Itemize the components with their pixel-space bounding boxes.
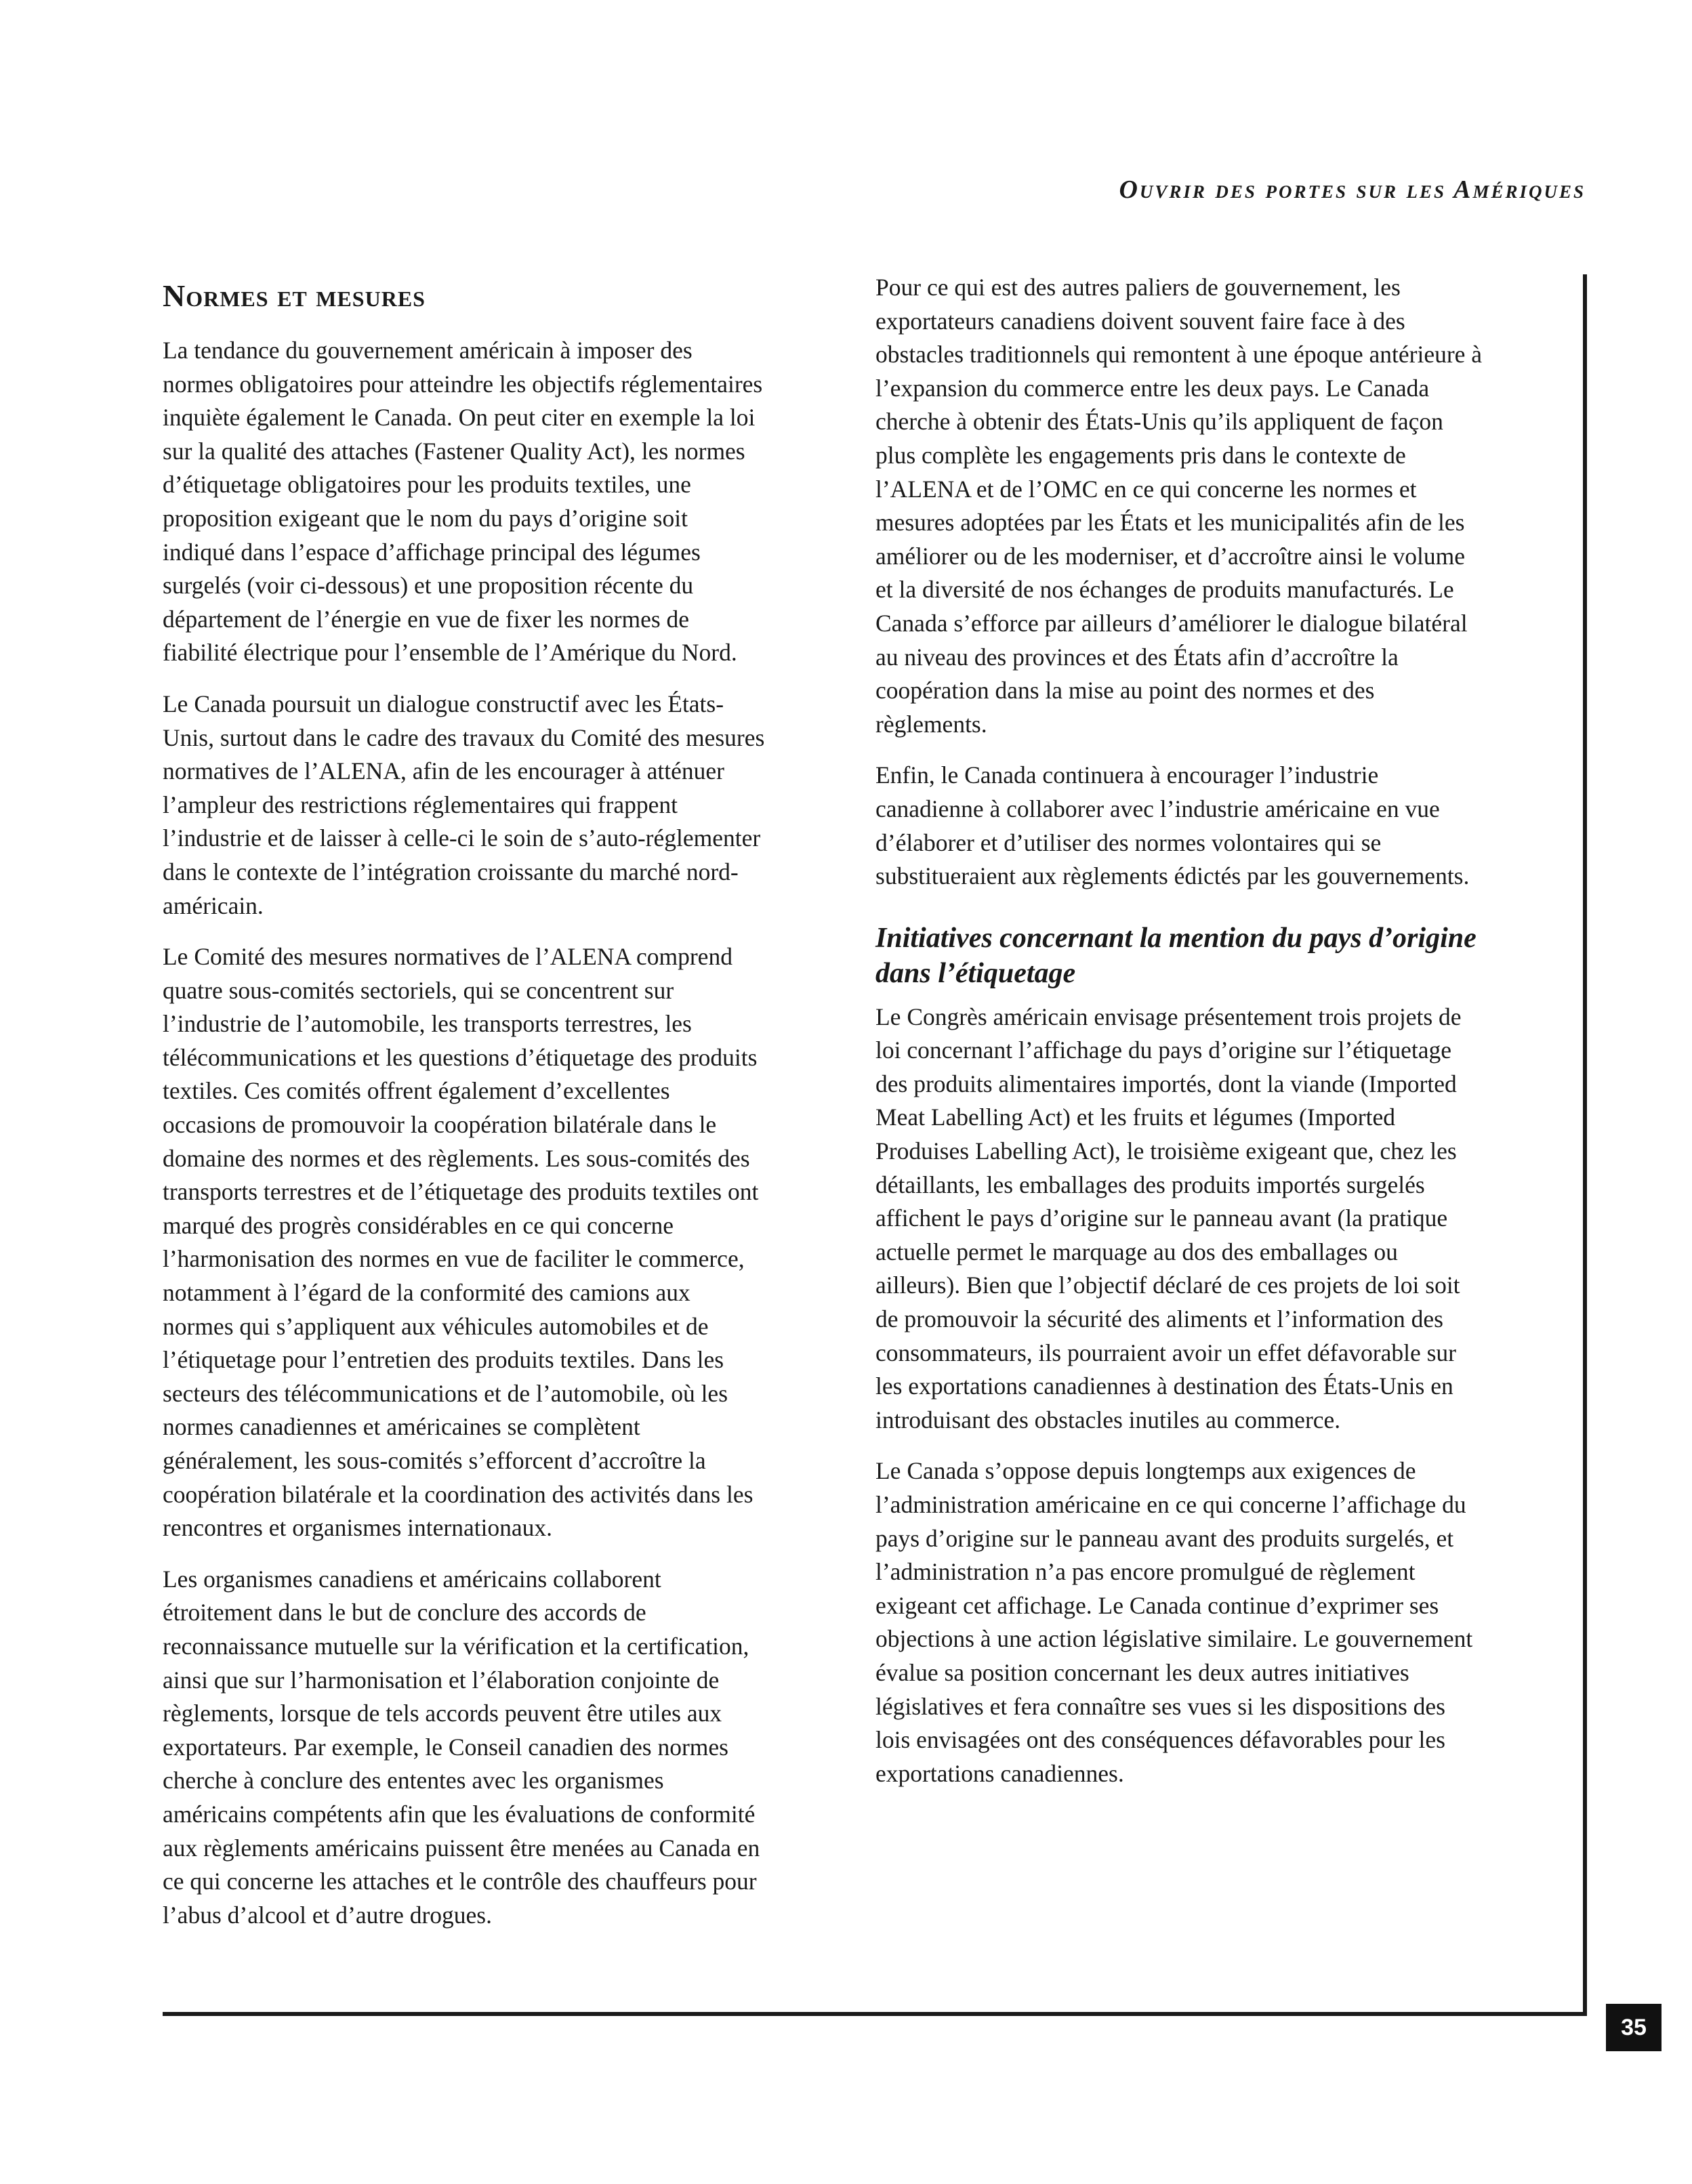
right-column-rule <box>1583 274 1587 2014</box>
page-number-badge: 35 <box>1606 2004 1662 2051</box>
right-column <box>875 271 1485 1808</box>
paragraph: La tendance du gouvernement américain à imposer des normes obligatoires pour atteindre les objectifs réglementaires inquiète également le Canada. On peut citer en exemple la loi sur la qualité des attaches (Fastener Quality Act), les normes d’étiquetage obligatoires pour les produits textiles, une proposition exigeant que le nom du pays d’origine soit indiqué dans l’espace d’affichage principal des légumes surgelés (voir ci-dessous) et une proposition récente du département de l’énergie en vue de fixer les normes de fiabilité électrique pour l’ensemble de l’Amérique du Nord. <box>163 337 763 667</box>
left-column <box>163 278 766 1950</box>
bottom-rule <box>163 2012 1587 2016</box>
paragraph: Le Comité des mesures normatives de l’ALENA comprend quatre sous-comités sectoriels, qui se concentrent sur l’industrie de l’automobile, les transports terrestres, les télécommunications et les questions d’étiquetage des produits textiles. Ces comités offrent également d’excellentes occasions de promouvoir la coopération bilatérale dans le domaine des normes et des règlements. Les sous-comités des transports terrestres et de l’étiquetage des produits textiles ont marqué des progrès considérables en ce qui concerne l’harmonisation des normes en vue de faciliter le commerce, notamment à l’égard de la conformité des camions aux normes qui s’appliquent aux véhicules automobiles et de l’étiquetage pour l’entretien des produits textiles. Dans les secteurs des télécommunications et de l’automobile, où les normes canadiennes et américaines se complètent généralement, les sous-comités s’efforcent d’accroître la coopération bilatérale et la coordination des activités dans les rencontres et organismes internationaux. <box>163 943 759 1542</box>
section-heading-normes: Normes et mesures <box>163 278 426 313</box>
paragraph: Le Canada s’oppose depuis longtemps aux exigences de l’administration américaine en ce qui concerne l’affichage du pays d’origine sur le panneau avant des produits surgelés, et l’administration n’a pas encore promulgué de règlement exigeant cet affichage. Le Canada continue d’exprimer ses objections à une action législative similaire. Le gouvernement évalue sa position concernant les deux autres initiatives législatives et fera connaître ses vues si les dispositions des lois envisagées ont des conséquences défavorables pour les exportations canadiennes. <box>875 1457 1473 1787</box>
paragraph: Les organismes canadiens et américains collaborent étroitement dans le but de conclure des accords de reconnaissance mutuelle sur la vérification et la certification, ainsi que sur l’harmonisation et l’élaboration conjointe de règlements, lorsque de tels accords peuvent être utiles aux exportateurs. Par exemple, le Conseil canadien des normes cherche à conclure des ententes avec les organismes américains compétents afin que les évaluations de conformité aux règlements américains puissent être menées au Canada en ce qui concerne les attaches et le contrôle des chauffeurs pour l’abus d’alcool et d’autre drogues. <box>163 1565 760 1929</box>
running-header-title: Ouvrir des portes sur les Amériques <box>1119 175 1586 204</box>
paragraph: Pour ce qui est des autres paliers de gouvernement, les exportateurs canadiens doivent souvent faire face à des obstacles traditionnels qui remontent à une époque antérieure à l’expansion du commerce entre les deux pays. Le Canada cherche à obtenir des États-Unis qu’ils appliquent de façon plus complète les engagements pris dans le contexte de l’ALENA et de l’OMC en ce qui concerne les normes et mesures adoptées par les États et les municipalités afin de les améliorer ou de les moderniser, et d’accroître ainsi le volume et la diversité de nos échanges de produits manufacturés. Le Canada s’efforce par ailleurs d’améliorer le dialogue bilatéral au niveau des provinces et des États afin d’accroître la coopération dans la mise au point des normes et des règlements. <box>875 274 1483 738</box>
paragraph: Le Canada poursuit un dialogue constructif avec les États-Unis, surtout dans le cadre des travaux du Comité des mesures normatives de l’ALENA, afin de les encourager à atténuer l’ampleur des restrictions réglementaires qui frappent l’industrie et de laisser à celle-ci le soin de s’auto-réglementer dans le contexte de l’intégration croissante du marché nord-américain. <box>163 690 765 919</box>
paragraph: Enfin, le Canada continuera à encourager l’industrie canadienne à collaborer avec l’industrie américaine en vue d’élaborer et d’utiliser des normes volontaires qui se substitueraient aux règlements édictés par les gouvernements. <box>875 761 1470 890</box>
paragraph: Le Congrès américain envisage présentement trois projets de loi concernant l’affichage du pays d’origine sur l’étiquetage des produits alimentaires importés, dont la viande (Imported Meat Labelling Act) et les fruits et légumes (Imported Produises Labelling Act), le troisième exigeant que, chez les détaillants, les emballages des produits importés surgelés affichent le pays d’origine sur le panneau avant (la pratique actuelle permet le marquage au dos des emballages ou ailleurs). Bien que l’objectif déclaré de ces projets de loi soit de promouvoir la sécurité des aliments et l’information des consommateurs, ils pourraient avoir un effet défavorable sur les exportations canadiennes à destination des États-Unis en introduisant des obstacles inutiles au commerce. <box>875 1003 1462 1433</box>
subheading-pays-origine: Initiatives concernant la mention du pays d’origine dans l’étiquetage <box>875 922 1477 989</box>
